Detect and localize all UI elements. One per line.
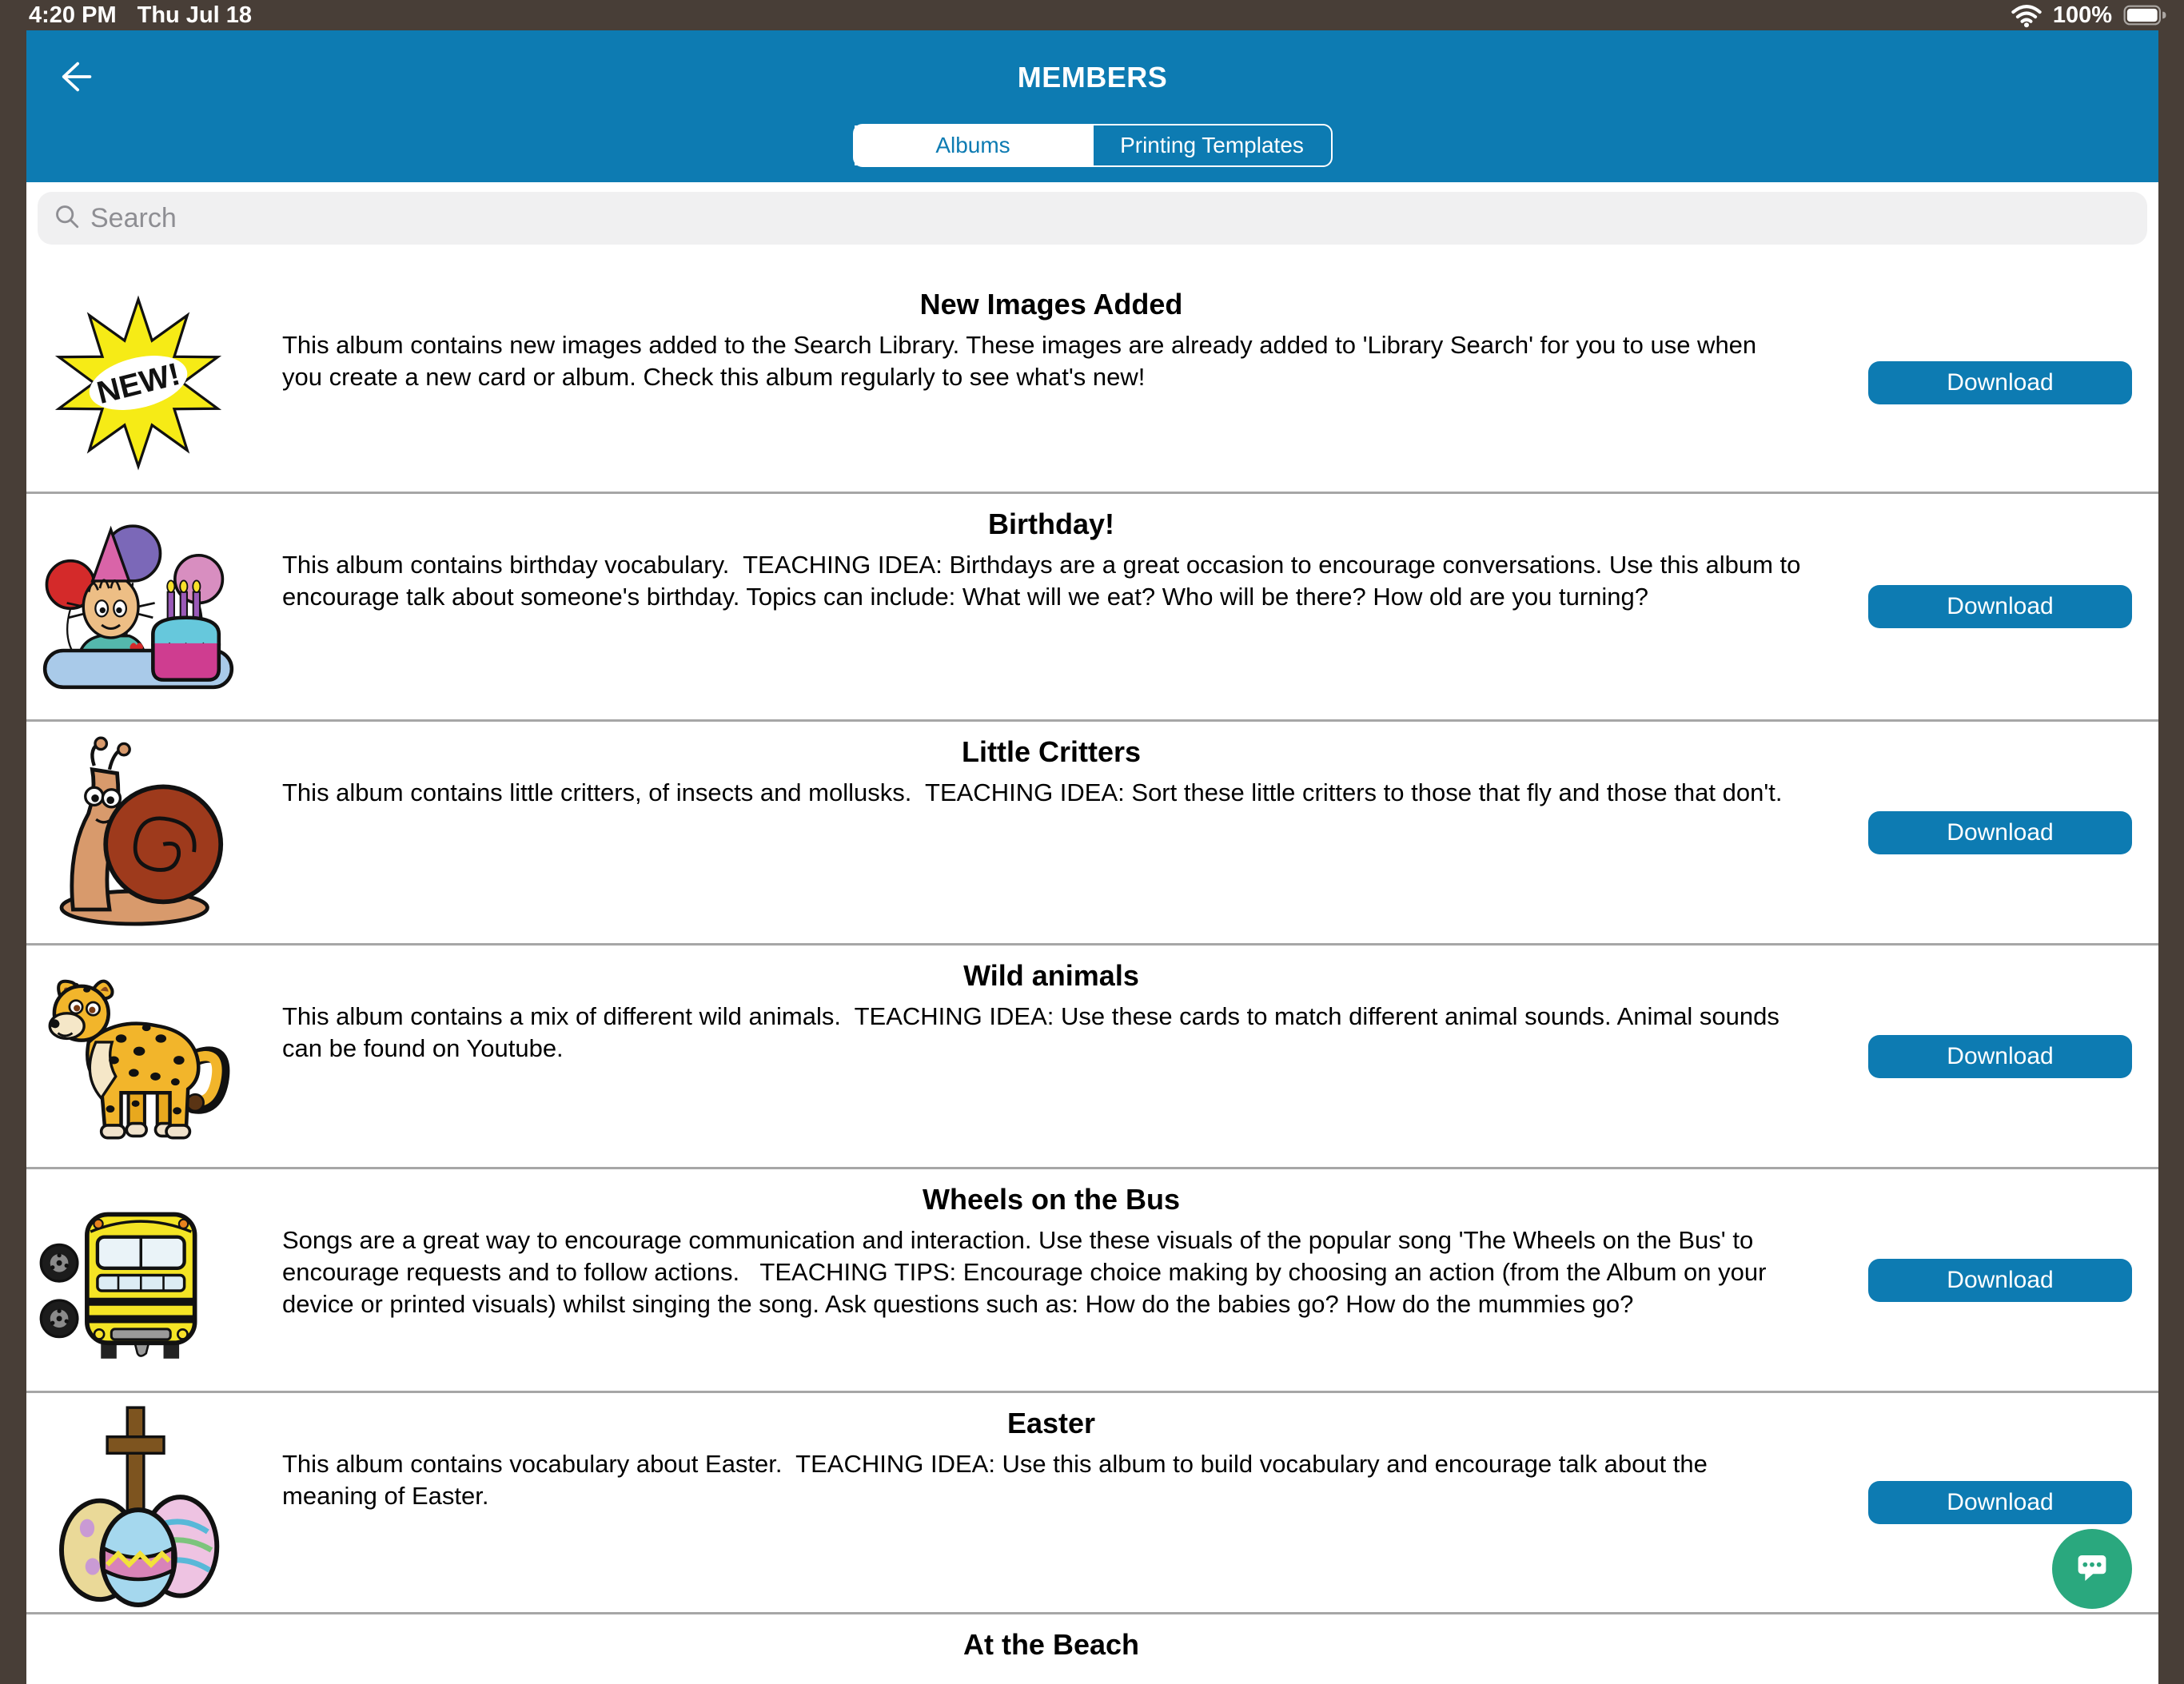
birthday-party-icon	[26, 494, 250, 719]
battery-icon	[2123, 5, 2166, 26]
album-row-wheels-on-the-bus	[26, 1167, 2158, 1391]
download-button[interactable]: Download	[1868, 811, 2132, 854]
tab-bar	[853, 124, 1333, 167]
tab-printing-templates[interactable]: Printing Templates	[1092, 125, 1331, 165]
album-thumbnail	[26, 1614, 250, 1684]
school-bus-icon	[26, 1169, 250, 1391]
leopard-icon	[26, 946, 250, 1167]
album-description: This album contains a mix of different wild animals. TEACHING IDEA: Use these cards to match different animal sounds. Animal sounds can be found on Youtube.	[282, 1002, 1787, 1062]
search-icon	[54, 203, 81, 234]
new-star-icon	[26, 274, 250, 492]
wifi-icon	[2011, 4, 2042, 27]
album-title: Little Critters	[961, 735, 1142, 768]
status-bar	[0, 0, 2184, 30]
album-title: Wild animals	[963, 959, 1139, 992]
search-input[interactable]	[90, 192, 2147, 245]
album-title: New Images Added	[919, 288, 1183, 320]
album-title: Easter	[1006, 1407, 1096, 1439]
status-date: Thu Jul 18	[137, 2, 253, 28]
album-title: Wheels on the Bus	[922, 1183, 1181, 1216]
album-row-birthday	[26, 492, 2158, 719]
album-row-wild-animals	[26, 943, 2158, 1167]
album-description: This album contains new images added to the Search Library. These images are already added to 'Library Search' for you to use when you create a new card or album. Check this album regularly to see what's new!	[282, 331, 1764, 391]
download-button[interactable]: Download	[1868, 361, 2132, 404]
app-window	[26, 30, 2158, 1661]
album-list[interactable]	[26, 274, 2158, 1684]
album-title: At the Beach	[962, 1628, 1140, 1661]
album-row-at-the-beach	[26, 1612, 2158, 1684]
album-description: This album contains birthday vocabulary. TEACHING IDEA: Birthdays are a great occasion to encourage conversations. Use this album to encourage talk about someone's birthday. Topics can include: What will we eat? Who will be there? How old are you turning?	[282, 551, 1807, 611]
chat-bubble-icon	[2069, 1545, 2115, 1594]
download-button[interactable]: Download	[1868, 585, 2132, 628]
album-description: This album contains little critters, of insects and mollusks. TEACHING IDEA: Sort these little critters to those that fly and those that don't.	[282, 778, 1783, 806]
download-button[interactable]: Download	[1868, 1481, 2132, 1524]
tab-albums[interactable]: Albums	[855, 125, 1092, 165]
album-description: Songs are a great way to encourage communication and interaction. Use these visuals of the popular song 'The Wheels on the Bus' to encourage requests and to follow actions. TEACHING TIPS: Encourage choice making by choosing an action (from the Album on your device or printed visuals) whilst singing the song. Ask questions such as: How do the babies go? How do the mummies go?	[282, 1226, 1774, 1318]
download-button[interactable]: Download	[1868, 1035, 2132, 1078]
album-title: Birthday!	[987, 508, 1114, 540]
page-title: MEMBERS	[1017, 61, 1168, 94]
search-bar[interactable]	[38, 192, 2147, 245]
chat-support-button[interactable]	[2052, 1529, 2132, 1609]
album-row-new-images	[26, 274, 2158, 492]
album-row-easter	[26, 1391, 2158, 1612]
download-button[interactable]: Download	[1868, 1259, 2132, 1302]
easter-eggs-cross-icon	[26, 1393, 250, 1612]
status-time: 4:20 PM	[29, 2, 117, 28]
snail-icon	[26, 722, 250, 943]
search-section	[26, 192, 2158, 274]
album-description: This album contains vocabulary about Easter. TEACHING IDEA: Use this album to build vocabulary and encourage talk about the meaning of Easter.	[282, 1450, 1715, 1510]
album-row-little-critters	[26, 719, 2158, 943]
battery-percentage: 100%	[2052, 2, 2112, 28]
svg-text:NEW!: NEW!	[93, 356, 184, 411]
header	[26, 30, 2158, 182]
